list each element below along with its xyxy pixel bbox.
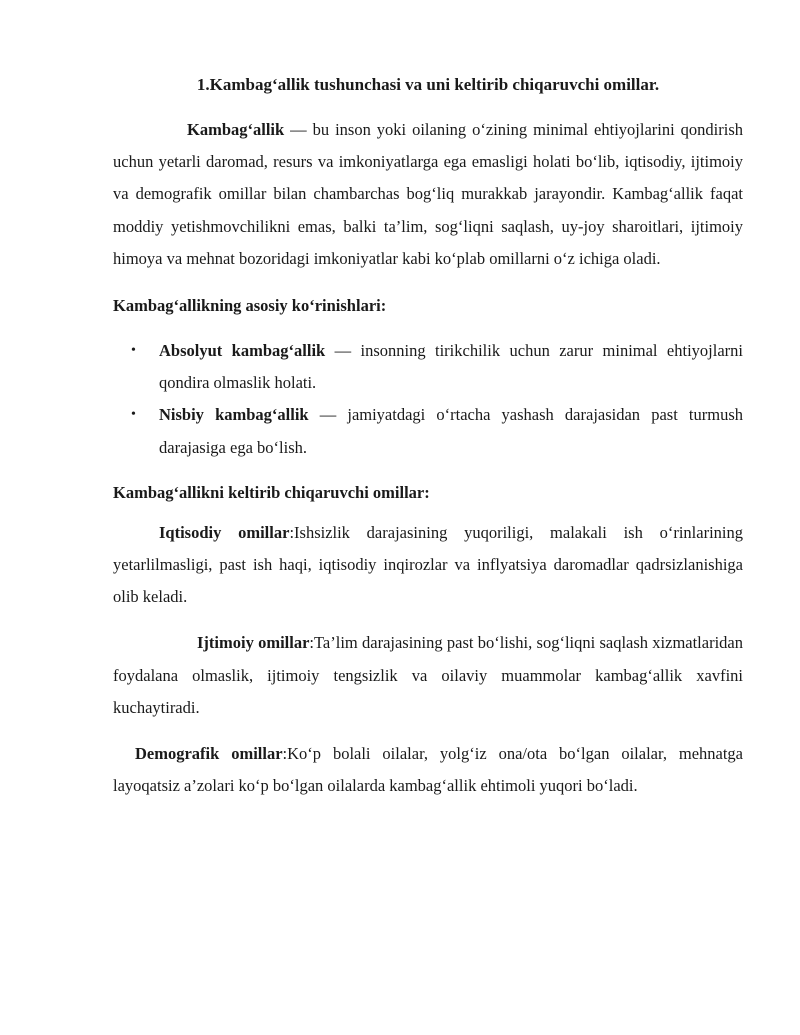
list-item-text: — insonning tirikchilik uchun zarur minimal ehtiyojlarni qondira olmaslik holati.	[159, 341, 743, 393]
economic-factors-term: Iqtisodiy omillar	[159, 522, 290, 542]
forms-list	[113, 335, 743, 464]
intro-paragraph	[113, 114, 743, 275]
list-item	[113, 335, 743, 399]
page-title: 1.Kambag‘allik tushunchasi va uni keltirib chiqaruvchi omillar.	[196, 75, 660, 94]
social-factors-text: :Ta’lim darajasining past bo‘lishi, sog‘liqni saqlash xizmatlaridan foydalana olmaslik, ijtimoiy tengsizlik va oilaviy muammolar kambag‘allik xavfini kuchaytiradi.	[113, 633, 743, 717]
bullet-icon: •	[131, 343, 136, 359]
factors-heading: Kambag‘allikni keltirib chiqaruvchi omillar:	[113, 482, 430, 502]
social-factors-paragraph	[113, 627, 743, 724]
list-item-term: Absolyut kambag‘allik	[159, 341, 326, 361]
document-page	[113, 72, 743, 802]
economic-factors-text: :Ishsizlik darajasining yuqoriligi, malakali ish o‘rinlarining yetarlilmasligi, past ish haqi, iqtisodiy inqirozlar va inflyatsiya daromadlar qadrsizlanishiga olib keladi.	[113, 522, 743, 607]
social-factors-term: Ijtimoiy omillar	[197, 633, 310, 653]
intro-term: Kambag‘allik	[187, 120, 285, 139]
list-item	[113, 399, 743, 463]
demographic-factors-text: :Ko‘p bolali oilalar, yolg‘iz ona/ota bo‘lgan oilalar, mehnatga layoqatsiz a’zolari ko‘p bo‘lgan oilalarda kambag‘allik ehtimoli yuqori bo‘ladi.	[113, 744, 743, 796]
bullet-icon: •	[131, 407, 136, 423]
list-item-term: Nisbiy kambag‘allik	[159, 405, 309, 425]
intro-text: — bu inson yoki oilaning o‘zining minimal ehtiyojlarini qondirish uchun yetarli daromad, resurs va imkoniyatlarga ega emasligi holati bo‘lib, iqtisodiy, ijtimoiy va demografik omillar bilan chambarchas bog‘liq murakkab jarayondir. Kambag‘allik faqat moddiy yetishmovchilikni emas, balki ta’lim, sog‘liqni saqlash, uy-joy sharoitlari, ijtimoiy himoya va mehnat bozoridagi imkoniyatlar kabi ko‘plab omillarni o‘z ichiga oladi.	[113, 120, 743, 268]
demographic-factors-paragraph	[113, 738, 743, 802]
forms-heading: Kambag‘allikning asosiy ko‘rinishlari:	[113, 296, 387, 316]
demographic-factors-term: Demografik omillar	[135, 744, 283, 764]
economic-factors-paragraph	[113, 517, 743, 614]
list-item-text: — jamiyatdagi o‘rtacha yashash darajasidan past turmush darajasiga ega bo‘lish.	[159, 405, 743, 457]
